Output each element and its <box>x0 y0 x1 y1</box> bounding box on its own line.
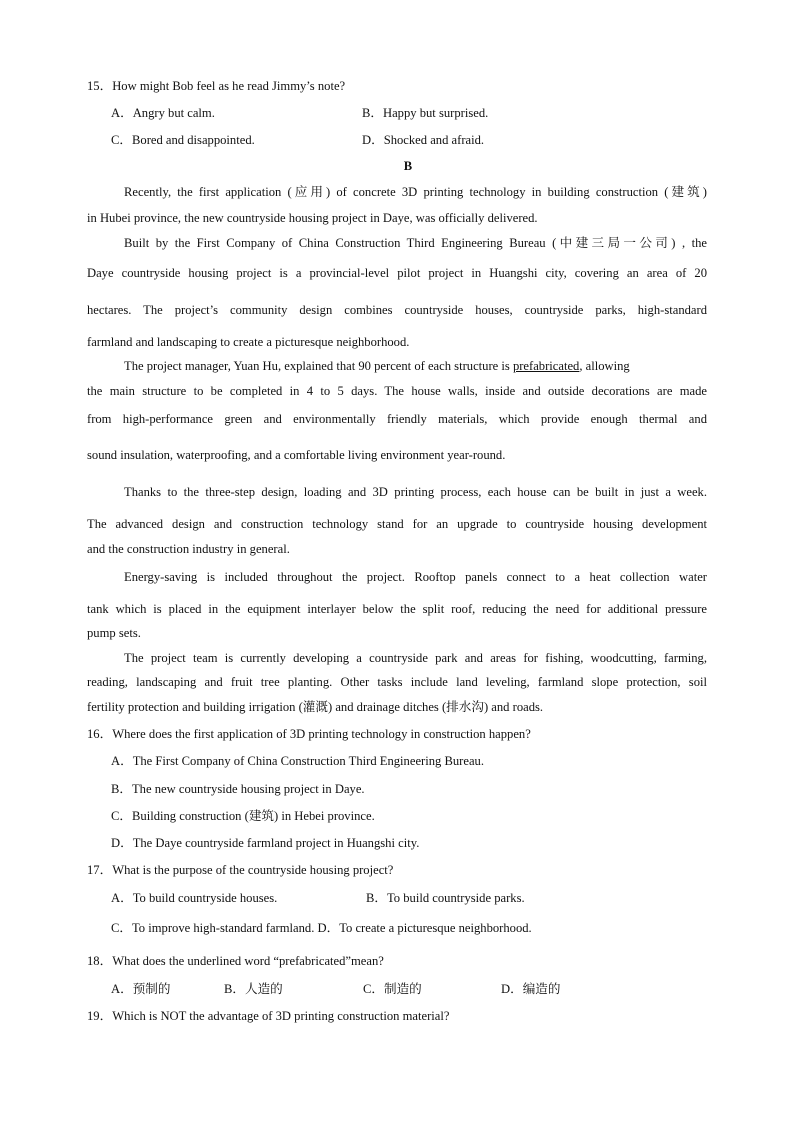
passage-p4-line2: The advanced design and construction technology stand for an upgrade to countryside housing development <box>87 517 707 531</box>
passage-p5-line2: tank which is placed in the equipment interlayer below the split roof, reducing the need for additional pressure <box>87 602 707 616</box>
passage-p2-line2: Daye countryside housing project is a provincial-level pilot project in Huangshi city, covering an area of 20 <box>87 266 707 280</box>
q17-option-b: B．To build countryside parks. <box>366 891 525 905</box>
passage-p5-line3: pump sets. <box>87 626 141 640</box>
q16-option-c: C．Building construction (建筑) in Hebei province. <box>111 809 375 823</box>
question-19-stem: 19．Which is NOT the advantage of 3D printing construction material? <box>87 1009 450 1023</box>
q17-options-c-d: C．To improve high-standard farmland. D．To create a picturesque neighborhood. <box>111 921 532 935</box>
q18-option-a: A．预制的 <box>111 982 171 996</box>
q15-option-c: C．Bored and disappointed. <box>111 133 255 147</box>
passage-p3-text-post: , allowing <box>579 359 630 373</box>
passage-p3-line4: sound insulation, waterproofing, and a comfortable living environment year-round. <box>87 448 506 462</box>
passage-p4-line1: Thanks to the three-step design, loading and 3D printing process, each house can be built in just a week. <box>124 485 707 499</box>
q16-option-d: D．The Daye countryside farmland project in Huangshi city. <box>111 836 420 850</box>
passage-p3-line3: from high-performance green and environmentally friendly materials, which provide enough thermal and <box>87 412 707 426</box>
passage-p1-line2: in Hubei province, the new countryside housing project in Daye, was officially delivered. <box>87 211 538 225</box>
q16-option-b: B．The new countryside housing project in Daye. <box>111 782 365 796</box>
passage-p1-line1: Recently, the first application (应用) of concrete 3D printing technology in building construction (建筑) <box>124 185 707 199</box>
question-17-stem: 17．What is the purpose of the countryside housing project? <box>87 863 394 877</box>
passage-p3-line2: the main structure to be completed in 4 to 5 days. The house walls, inside and outside decorations are made <box>87 384 707 398</box>
q17-option-a: A．To build countryside houses. <box>111 891 278 905</box>
passage-p6-line2: reading, landscaping and fruit tree planting. Other tasks include land leveling, farmland slope protection, soil <box>87 675 707 689</box>
passage-p2-line1: Built by the First Company of China Construction Third Engineering Bureau (中建三局一公司) , the <box>124 236 707 250</box>
passage-p2-line3: hectares. The project’s community design combines countryside houses, countryside parks, high-standard <box>87 303 707 317</box>
q18-option-c: C．制造的 <box>363 982 422 996</box>
passage-p5-line1: Energy-saving is included throughout the project. Rooftop panels connect to a heat collection water <box>124 570 707 584</box>
q18-option-b: B．人造的 <box>224 982 283 996</box>
passage-p3-line1 <box>124 358 630 374</box>
q15-option-a: A．Angry but calm. <box>111 106 215 120</box>
section-b-heading: B <box>403 159 413 173</box>
q18-option-d: D．编造的 <box>501 982 561 996</box>
passage-p3-text-pre: The project manager, Yuan Hu, explained that 90 percent of each structure is <box>124 359 513 373</box>
passage-p4-line3: and the construction industry in general. <box>87 542 290 556</box>
passage-p6-line1: The project team is currently developing a countryside park and areas for fishing, woodcutting, farming, <box>124 651 707 665</box>
passage-p2-line4: farmland and landscaping to create a picturesque neighborhood. <box>87 335 410 349</box>
q15-option-b: B．Happy but surprised. <box>362 106 489 120</box>
passage-p6-line3: fertility protection and building irrigation (灌溉) and drainage ditches (排水沟) and roads. <box>87 700 544 714</box>
question-16-stem: 16．Where does the first application of 3D printing technology in construction happen? <box>87 727 531 741</box>
q15-option-d: D．Shocked and afraid. <box>362 133 485 147</box>
question-15-stem: 15．How might Bob feel as he read Jimmy’s note? <box>87 79 346 93</box>
question-18-stem: 18．What does the underlined word “prefabricated”mean? <box>87 954 384 968</box>
q16-option-a: A．The First Company of China Construction Third Engineering Bureau. <box>111 754 484 768</box>
underlined-word-prefabricated: prefabricated <box>512 359 580 373</box>
